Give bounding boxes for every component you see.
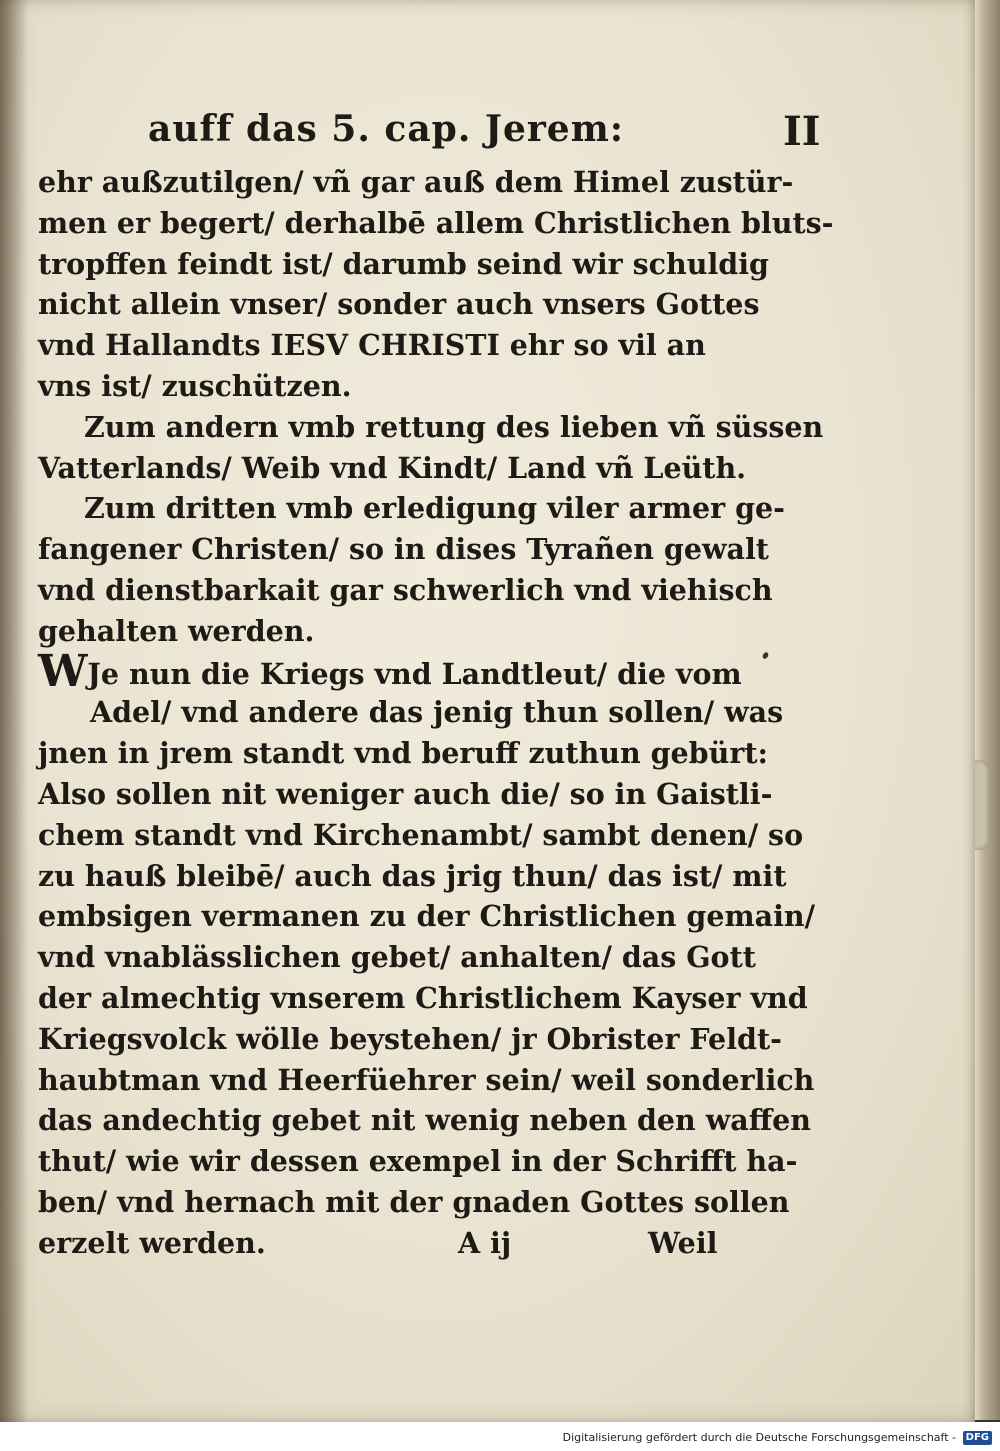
text-line: jnen in jrem standt vnd beruff zuthun gebürt: [38, 736, 769, 771]
gutter-shadow [0, 0, 28, 1422]
text-line: thut/ wie wir dessen exempel in der Schrifft ha- [38, 1144, 798, 1179]
text-line-last: erzelt werden. [38, 1225, 266, 1260]
text-line: der almechtig vnserem Christlichem Kayser vnd [38, 980, 808, 1015]
page-foot-line [38, 1223, 718, 1264]
text-line: zu hauß bleibē/ auch das jrig thun/ das ist/ mit [38, 858, 787, 893]
drop-initial: W [38, 645, 88, 697]
text-line: Vatterlands/ Weib vnd Kindt/ Land vñ Leüth. [38, 450, 747, 485]
text-block [38, 100, 834, 1264]
credit-strip [0, 1422, 1000, 1451]
text-line: Zum andern vmb rettung des lieben vñ süssen [84, 409, 824, 444]
text-line: vnd vnablässlichen gebet/ anhalten/ das Gott [38, 940, 756, 975]
text-line: ben/ vnd hernach mit der gnaden Gottes sollen [38, 1184, 790, 1219]
text-line: fangener Christen/ so in dises Tyrañen gewalt [38, 532, 769, 567]
text-line: Adel/ vnd andere das jenig thun sollen/ was [90, 695, 784, 730]
text-line: vnd Hallandts IESV CHRISTI ehr so vil an [38, 328, 706, 363]
text-line: men er begert/ derhalbē allem Christlichen bluts- [38, 205, 834, 240]
text-line: tropffen feindt ist/ darumb seind wir schuldig [38, 246, 769, 281]
text-line: embsigen vermanen zu der Christlichen gemain/ [38, 899, 816, 934]
page-header [38, 100, 821, 162]
text-line: Also sollen nit weniger auch die/ so in Gaistli- [38, 776, 773, 811]
signature-mark: A ij [458, 1225, 512, 1260]
text-line: nicht allein vnser/ sonder auch vnsers Gottes [38, 287, 760, 322]
text-line: vns ist/ zuschützen. [38, 368, 352, 403]
ink-speck [762, 651, 770, 660]
text-line: das andechtig gebet nit wenig neben den waffen [38, 1103, 811, 1138]
folio-number: II [783, 108, 821, 155]
text-line: Zum dritten vmb erledigung viler armer ge- [84, 491, 786, 526]
text-line: vnd dienstbarkait gar schwerlich vnd viehisch [38, 572, 773, 607]
text-line-initial [38, 645, 742, 697]
text-line: Kriegsvolck wölle beystehen/ jr Obrister Feldt- [38, 1021, 782, 1056]
text-line: chem standt vnd Kirchenambt/ sambt denen/ so [38, 817, 804, 852]
digitization-credit: Digitalisierung gefördert durch die Deutsche Forschungsgemeinschaft - [562, 1431, 956, 1444]
text-line: gehalten werden. [38, 613, 315, 648]
text-line-rest: Je nun die Kriegs vnd Landtleut/ die vom [87, 656, 742, 691]
text-line: haubtman vnd Heerfüehrer sein/ weil sonderlich [38, 1062, 815, 1097]
dfg-logo: DFG [963, 1431, 992, 1445]
catchword: Weil [648, 1225, 718, 1260]
text-line: ehr außzutilgen/ vñ gar auß dem Himel zustür- [38, 165, 794, 199]
running-head: auff das 5. cap. Jerem: [148, 108, 625, 150]
